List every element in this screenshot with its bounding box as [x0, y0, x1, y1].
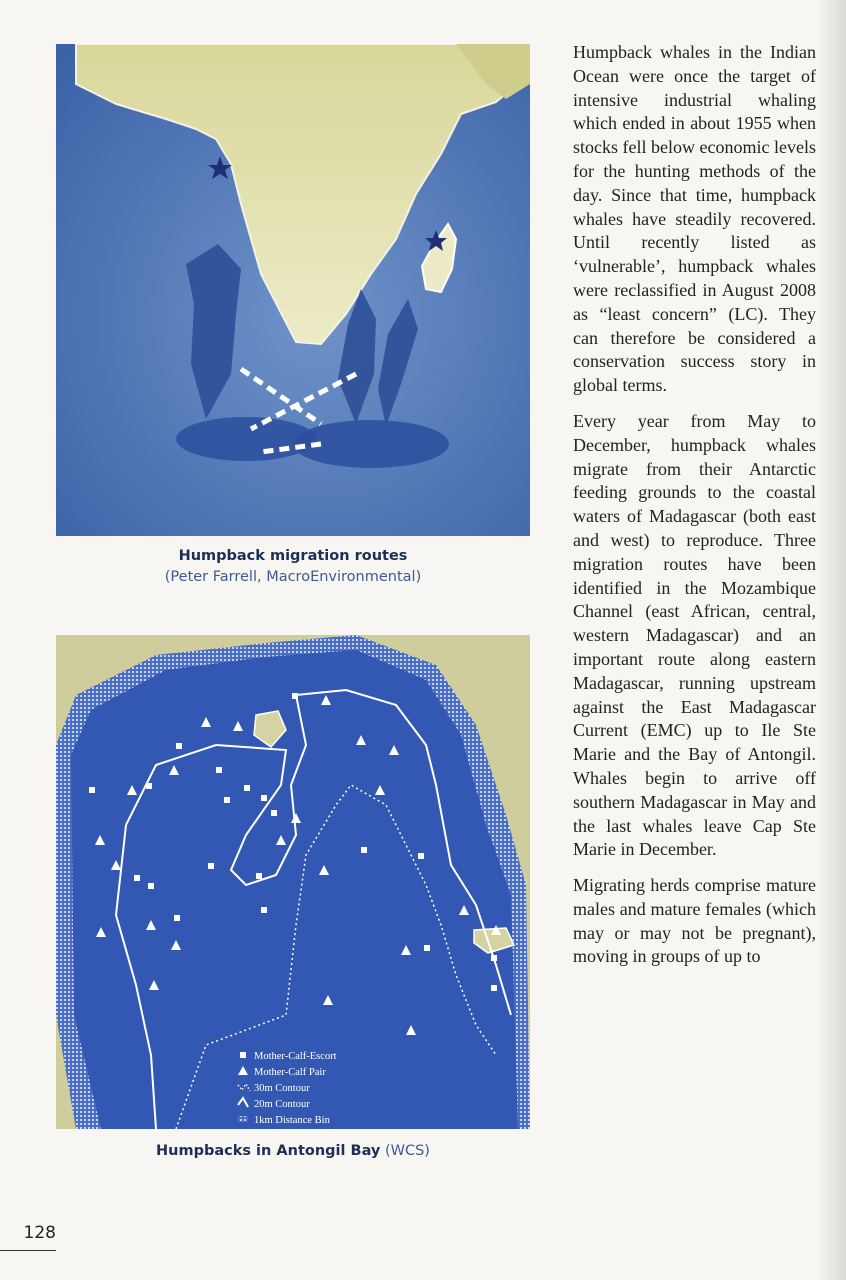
figure-1-caption-credit: (Peter Farrell, MacroEnvironmental)	[164, 569, 422, 585]
body-text-column	[573, 41, 816, 981]
figure-2-caption-credit: (WCS)	[384, 1143, 430, 1159]
page-number-rule	[0, 1250, 56, 1251]
legend-mother-calf-escort: Mother-Calf-Escort	[254, 1051, 337, 1062]
figure-2-caption	[56, 1141, 530, 1162]
antongil-map-image	[56, 635, 530, 1129]
paragraph-herds: Migrating herds comprise mature males and mature females (which may or may not be pregnant), moving in groups of up to	[573, 875, 816, 967]
figure-2-caption-title: Humpbacks in Antongil Bay	[156, 1143, 381, 1159]
paragraph-whaling-history: Humpback whales in the Indian Ocean were once the target of intensive industrial whaling which ended in about 1955 when stocks fell below economic levels for the hunting methods of the day. Since that time, humpback whales have steadily recovered. Until recently listed as ‘vulnerable’, humpback whales were reclassified in August 2008 as “least concern” (LC). They can therefore be considered a conservation success story in global terms.	[573, 42, 816, 396]
migration-routes-map	[56, 44, 530, 536]
page-number: 128	[23, 1223, 56, 1243]
hatch-icon	[238, 1116, 248, 1122]
legend-30m-contour: 30m Contour	[254, 1083, 310, 1094]
square-icon	[240, 1052, 246, 1058]
migration-map-image	[56, 44, 530, 536]
paragraph-migration: Every year from May to December, humpback whales migrate from their Antarctic feeding grounds to the coastal waters of Madagascar (both east and west) to reproduce. Three migration routes have been identified in the Mozambique Channel (east African, central, western Madagascar) and an important route along eastern Madagascar, running upstream against the East Madagascar Current (EMC) up to Ile Ste Marie and the Bay of Antongil. Whales begin to arrive off southern Madagascar in May and the last whales leave Cap Ste Marie in December.	[573, 410, 816, 860]
legend-20m-contour: 20m Contour	[254, 1099, 310, 1110]
map-legend	[234, 1045, 394, 1129]
legend-mother-calf-pair: Mother-Calf Pair	[254, 1067, 326, 1078]
antongil-bay-map	[56, 635, 530, 1129]
legend-1km-distance-bin: 1km Distance Bin	[254, 1115, 330, 1126]
figure-1-caption-title: Humpback migration routes	[178, 548, 408, 564]
page-binding-shadow	[816, 0, 846, 1280]
figure-1-caption	[56, 546, 530, 588]
